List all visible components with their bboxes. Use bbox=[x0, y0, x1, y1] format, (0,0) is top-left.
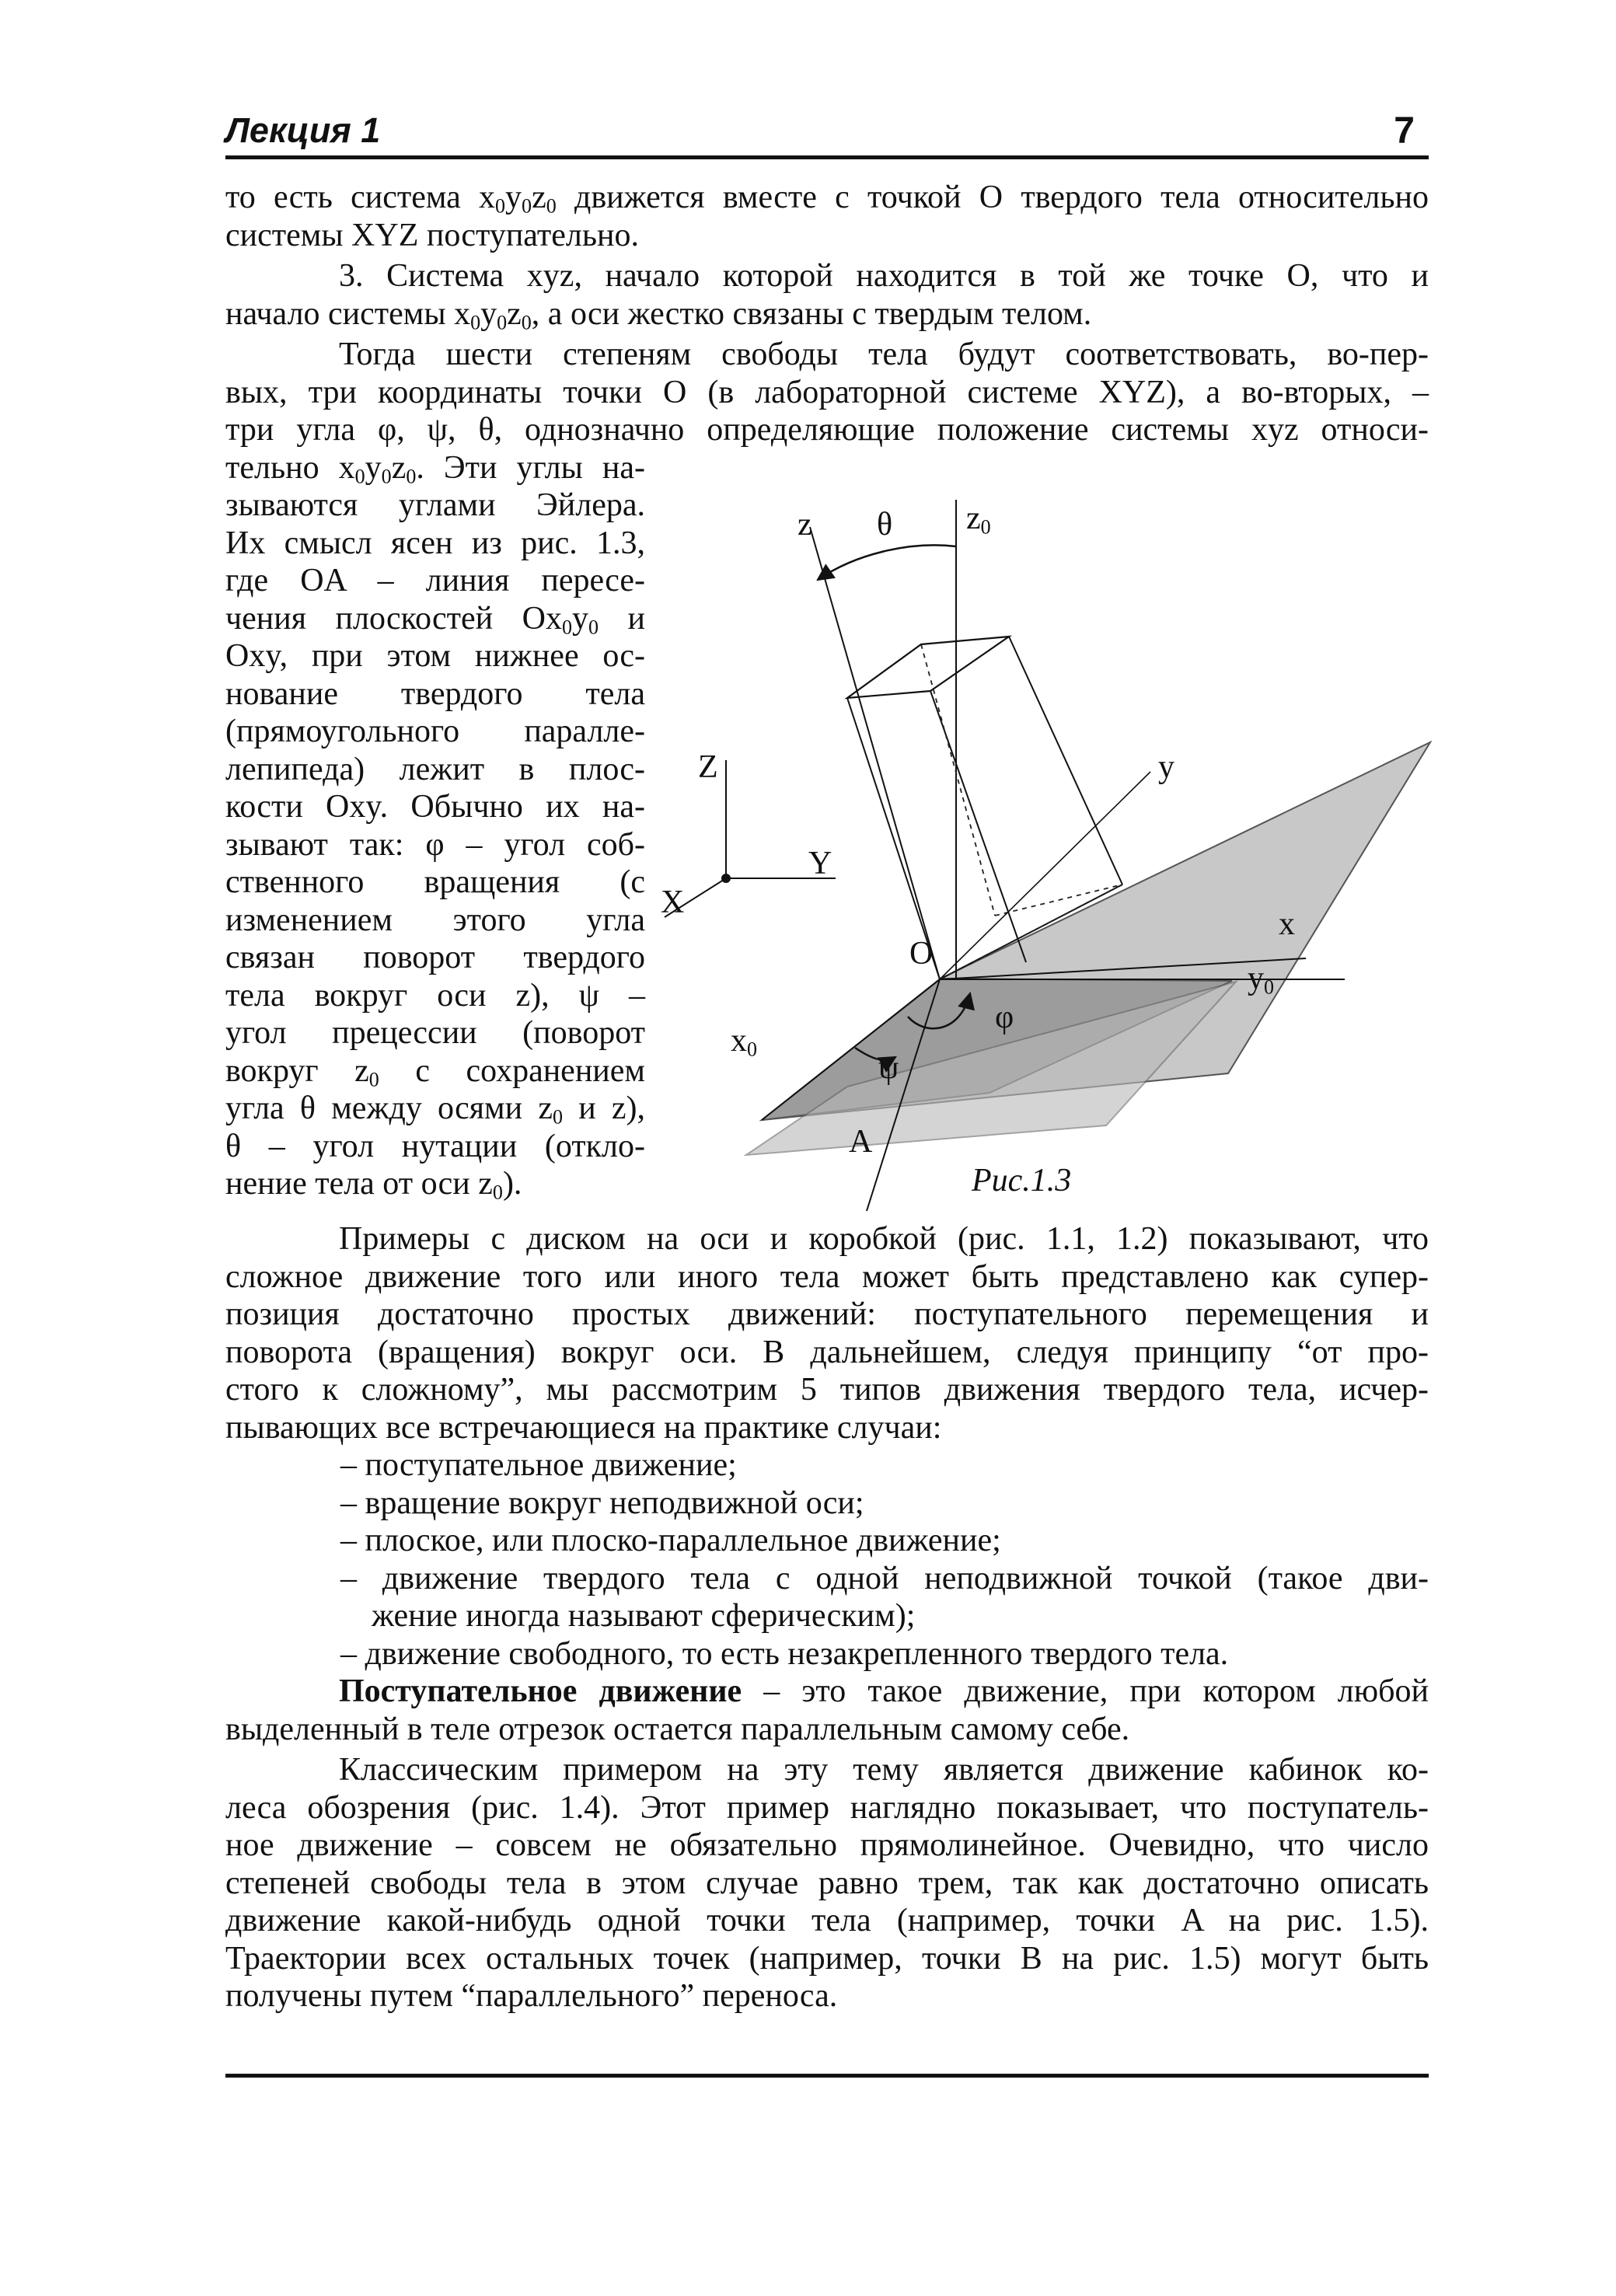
text-line: θ – угол нутации (откло- bbox=[225, 1128, 645, 1164]
term-translational-motion: Поступательное движение bbox=[339, 1673, 742, 1709]
text-line: (прямоугольного паралле- bbox=[225, 714, 645, 749]
label-x0: $x_0$ bbox=[731, 1023, 758, 1061]
figure-euler-angles bbox=[645, 480, 1454, 1258]
text-line: начало системы $x_0y_0z_0$, а оси жестко связаны с твердым телом. bbox=[225, 295, 1092, 333]
label-X: X bbox=[661, 885, 685, 920]
text-line: вых, три координаты точки O (в лабораторной системе XYZ), а во-вторых, – bbox=[225, 374, 1429, 410]
paragraph-2 bbox=[225, 257, 1429, 333]
text-line: сложное движение того или иного тела может быть представлено как супер- bbox=[225, 1258, 1429, 1295]
text-line: Их смысл ясен из рис. 1.3, bbox=[225, 525, 645, 561]
text-line: ственного вращения (с bbox=[225, 864, 645, 900]
text-line: Траектории всех остальных точек (например, точки B на рис. 1.5) могут быть bbox=[225, 1940, 1429, 1977]
label-x: x bbox=[1279, 906, 1295, 942]
label-phi: φ bbox=[995, 1000, 1014, 1035]
label-Z: Z bbox=[698, 749, 718, 785]
paragraph-4 bbox=[225, 1220, 1429, 1446]
text-line: степеней свободы тела в этом случае равно трем, так как достаточно описать bbox=[225, 1865, 1429, 1901]
text-line: позиция достаточно простых движений: поступательного перемещения и bbox=[225, 1296, 1429, 1332]
text-line: поворота (вращения) вокруг оси. В дальнейшем, следуя принципу “от про- bbox=[225, 1334, 1429, 1370]
text-line: три угла φ, ψ, θ, однозначно определяющие положение системы xyz относи- bbox=[225, 412, 1429, 448]
theta-arc bbox=[818, 545, 956, 580]
list-item: – вращение вокруг неподвижной оси; bbox=[340, 1485, 864, 1521]
label-z0: $z_0$ bbox=[966, 501, 991, 539]
text-line: Примеры с диском на оси и коробкой (рис. 1.1, 1.2) показывают, что bbox=[339, 1221, 1429, 1257]
axis-z bbox=[810, 527, 940, 979]
label-theta: θ bbox=[877, 507, 893, 543]
text-line: леса обозрения (рис. 1.4). Этот пример наглядно показывает, что поступатель- bbox=[225, 1789, 1429, 1826]
frame-origin bbox=[721, 874, 731, 883]
text-line: связан поворот твердого bbox=[225, 940, 645, 975]
label-Y: Y bbox=[808, 846, 832, 881]
figure-caption: Рис.1.3 bbox=[972, 1163, 1072, 1199]
text-line: движение какой-нибудь одной точки тела (например, точки A на рис. 1.5). bbox=[225, 1903, 1429, 1938]
page-number: 7 bbox=[1394, 110, 1415, 152]
text-line: где OA – линия пересе- bbox=[225, 563, 645, 598]
text-line: кости Oxy. Обычно их на- bbox=[225, 789, 645, 825]
text-line: стого к сложному”, мы рассмотрим 5 типов движения твердого тела, исчер- bbox=[225, 1372, 1429, 1408]
text-line: получены путем “параллельного” переноса. bbox=[225, 1978, 838, 2014]
narrow-column bbox=[225, 449, 645, 1203]
text-line: тельно $x_0y_0z_0$. Эти углы на- bbox=[225, 449, 645, 487]
footer-rule bbox=[225, 2074, 1429, 2078]
paragraph-5 bbox=[225, 1673, 1429, 1748]
text-line: нование твердого тела bbox=[225, 675, 645, 712]
label-y: y bbox=[1158, 749, 1174, 785]
paragraph-6 bbox=[225, 1751, 1429, 2015]
text-line: выделенный в теле отрезок остается параллельным самому себе. bbox=[225, 1711, 1130, 1747]
text-line: чения плоскостей $Ox_0y_0$ и bbox=[225, 600, 645, 638]
text-line: угол прецессии (поворот bbox=[225, 1015, 645, 1051]
text-line: лепипеда) лежит в плос- bbox=[225, 751, 645, 787]
text-line: зываются углами Эйлера. bbox=[225, 487, 645, 523]
box-top-face bbox=[847, 637, 1009, 698]
box-edge bbox=[1009, 637, 1122, 885]
text-line: ное движение – совсем не обязательно прямолинейное. Очевидно, что число bbox=[225, 1827, 1429, 1863]
label-psi: ψ bbox=[878, 1050, 899, 1086]
paragraph-1 bbox=[225, 179, 1429, 254]
text-line: нение тела от оси $z_0$). bbox=[225, 1166, 522, 1204]
text-line: системы XYZ поступательно. bbox=[225, 217, 639, 253]
text-line: угла θ между осями $z_0$ и z), bbox=[225, 1090, 646, 1129]
list-item: – плоское, или плоско-параллельное движение; bbox=[340, 1523, 1001, 1558]
text-line: Классическим примером на эту тему является движение кабинок ко- bbox=[339, 1752, 1429, 1788]
list-item: – движение свободного, то есть незакрепленного твердого тела. bbox=[340, 1635, 1229, 1672]
text-line: Тогда шести степеням свободы тела будут соответствовать, во-пер- bbox=[339, 337, 1429, 372]
label-z: z bbox=[798, 507, 812, 543]
text-line: 3. Система xyz, начало которой находится в той же точке O, что и bbox=[339, 258, 1429, 294]
types-list bbox=[225, 1446, 1429, 1673]
text-line: Oxy, при этом нижнее ос- bbox=[225, 638, 645, 674]
text-line: изменением этого угла bbox=[225, 902, 645, 938]
text-line: Поступательное движение – это такое движение, при котором любой bbox=[339, 1673, 1429, 1709]
box-edge-hidden bbox=[921, 644, 995, 916]
text-line: вокруг $z_0$ с сохранением bbox=[225, 1052, 645, 1090]
box-edge bbox=[930, 691, 1026, 962]
lecture-title: Лекция 1 bbox=[225, 110, 381, 150]
page-header bbox=[225, 104, 1429, 159]
label-y0: $y_0$ bbox=[1248, 961, 1275, 999]
text-line: пывающих все встречающиеся на практике случаи: bbox=[225, 1409, 942, 1446]
text-line: то есть система $x_0y_0z_0$ движется вместе с точкой O твердого тела относительно bbox=[225, 180, 1429, 218]
text-line: тела вокруг оси z), ψ – bbox=[225, 977, 645, 1014]
list-item-continuation: жение иногда называют сферическим); bbox=[372, 1598, 916, 1634]
euler-angles-diagram bbox=[645, 480, 1454, 1258]
list-item: – движение твердого тела с одной неподвижной точкой (такое дви- bbox=[340, 1560, 1429, 1596]
label-O: O bbox=[909, 936, 934, 972]
list-item: – поступательное движение; bbox=[340, 1447, 737, 1483]
label-A: A bbox=[849, 1124, 873, 1160]
text-line: зывают так: φ – угол соб- bbox=[225, 826, 645, 863]
